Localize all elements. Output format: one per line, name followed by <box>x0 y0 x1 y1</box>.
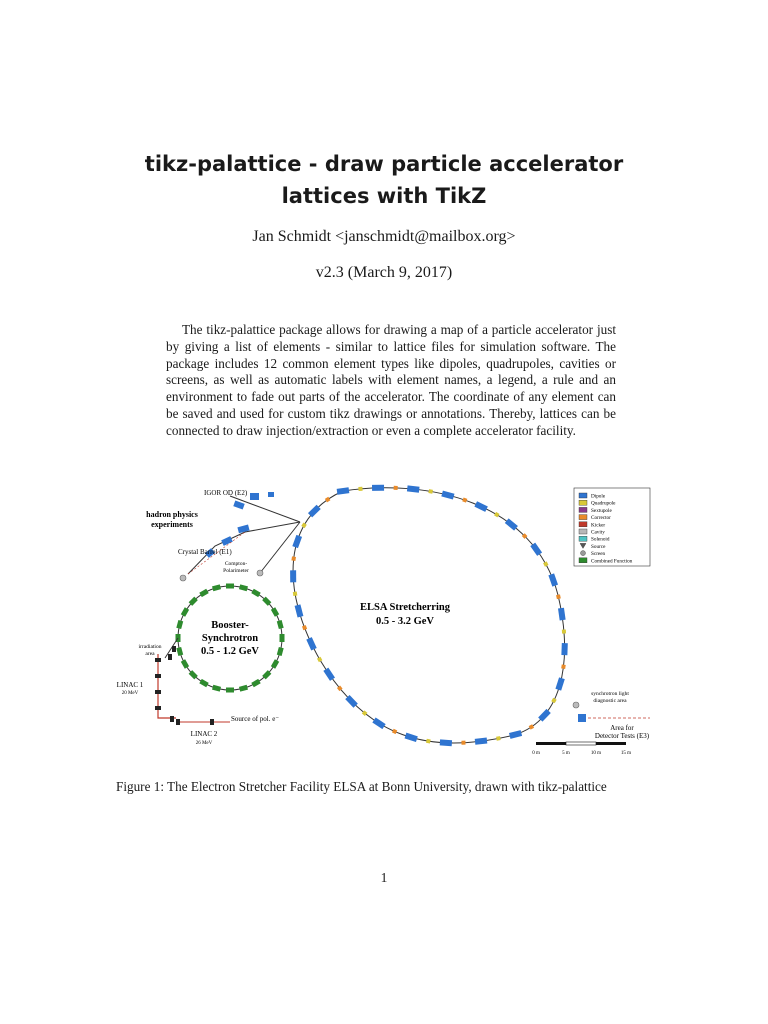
booster-combined-function-magnet <box>277 647 284 656</box>
booster-combined-function-magnet <box>176 647 183 656</box>
label-compton-1: Compton- <box>224 561 248 567</box>
elsa-dipole <box>323 668 335 681</box>
elsa-dipole <box>440 739 452 746</box>
booster-combined-function-magnet <box>199 679 208 687</box>
elsa-quadrupole <box>551 698 556 703</box>
elsa-dipole <box>290 570 296 582</box>
scale-seg-3 <box>596 742 626 745</box>
scale-label-10: 10 m <box>590 751 602 756</box>
label-area-1: Area for <box>610 724 634 732</box>
dipole-e2 <box>250 493 259 500</box>
label-igor: IGOR OD (E2) <box>204 489 248 497</box>
label-booster-2: Synchrotron <box>201 633 259 644</box>
elsa-dipole <box>405 733 418 742</box>
elsa-dipole <box>306 637 316 650</box>
figure-caption: Figure 1: The Electron Stretcher Facility ELSA at Bonn University, drawn with tikz-palattice <box>116 779 607 794</box>
elsa-quadrupole <box>556 594 561 599</box>
elsa-quadrupole <box>428 489 433 494</box>
elsa-quadrupole <box>462 497 467 502</box>
elsa-quadrupole <box>291 556 296 561</box>
booster-combined-function-magnet <box>277 620 284 629</box>
elsa-dipole <box>292 535 302 548</box>
accelerator-figure <box>110 478 660 768</box>
elsa-quadrupole <box>293 592 298 597</box>
scale-label-15: 15 m <box>620 751 632 756</box>
elsa-quadrupole <box>317 657 322 662</box>
compton-beamline <box>260 522 300 573</box>
page-number: 1 <box>380 870 388 885</box>
paper-title <box>0 148 768 212</box>
label-synchrotron-1: synchrotron light <box>591 691 629 697</box>
linac-el-3 <box>155 690 161 694</box>
booster-combined-function-magnet <box>239 584 248 591</box>
elsa-quadrupole <box>392 729 397 734</box>
crystal-barrel-detector <box>180 575 186 581</box>
label-crystal: Crystal Barrel (E1) <box>178 548 232 556</box>
label-synchrotron-2: diagnostic area <box>593 698 627 704</box>
legend-symbol <box>579 529 587 534</box>
linac-el-8 <box>168 654 172 660</box>
title-line-1: tikz-palattice - draw particle accelerator <box>144 152 624 176</box>
booster-combined-function-magnet <box>212 584 221 591</box>
e3-dipole <box>578 714 586 722</box>
linac-el-6 <box>176 719 180 725</box>
label-hadron-1: hadron physics <box>146 510 198 519</box>
label-hadron-2: experiments <box>151 520 193 529</box>
elsa-lattice-diagram <box>110 478 660 768</box>
label-linac1: LINAC 1 <box>116 681 144 689</box>
elsa-quadrupole <box>461 741 465 745</box>
legend-symbol <box>579 558 587 563</box>
elsa-dipole <box>372 485 384 491</box>
label-elsa-2: 0.5 - 3.2 GeV <box>375 616 435 627</box>
legend-label: Corrector <box>591 515 611 522</box>
elsa-dipole <box>295 604 304 617</box>
label-area-2: Detector Tests (E3) <box>594 732 650 740</box>
elsa-dipole <box>555 677 564 690</box>
elsa-dipole <box>475 738 488 745</box>
legend-symbol <box>579 515 587 520</box>
label-booster-3: 0.5 - 1.2 GeV <box>200 646 260 657</box>
legend-label: Dipole <box>591 493 606 500</box>
legend-label: Kicker <box>591 522 606 529</box>
legend-label: Solenoid <box>591 536 610 543</box>
elsa-dipole <box>407 485 420 492</box>
elsa-dipole <box>372 717 385 729</box>
dipole-e5 <box>221 536 233 546</box>
booster-combined-function-magnet <box>181 607 189 616</box>
booster-combined-function-magnet <box>212 685 221 692</box>
title-line-2: lattices with TikZ <box>281 184 487 208</box>
linac-el-2 <box>155 674 161 678</box>
dipole-e1 <box>233 500 244 509</box>
elsa-quadrupole <box>562 629 566 633</box>
label-linac1-energy: 20 MeV <box>121 691 139 696</box>
booster-combined-function-magnet <box>239 685 248 692</box>
booster-combined-function-magnet <box>251 679 260 687</box>
dipole-e3 <box>268 492 274 497</box>
elsa-quadrupole <box>494 512 500 518</box>
version-date: v2.3 (March 9, 2017) <box>315 264 453 281</box>
elsa-quadrupole <box>301 523 307 529</box>
elsa-dipole <box>509 730 522 739</box>
legend-symbol <box>579 536 587 541</box>
linac-el-5 <box>170 716 174 722</box>
legend <box>574 488 650 566</box>
linac-el-7 <box>210 719 214 725</box>
booster-combined-function-magnet <box>280 634 285 642</box>
booster-combined-function-magnet <box>176 620 183 629</box>
legend-label: Quadrupole <box>591 500 616 507</box>
elsa-dipole <box>474 501 487 512</box>
label-source: Source of pol. e⁻ <box>231 715 280 723</box>
elsa-quadrupole <box>426 739 431 744</box>
booster-combined-function-magnet <box>181 659 189 668</box>
elsa-dipole <box>561 643 567 655</box>
legend-label: Combined Function <box>591 558 633 565</box>
booster-combined-function-magnet <box>271 607 279 616</box>
scale-seg-2 <box>566 742 596 745</box>
linac-el-4 <box>155 706 161 710</box>
scale-rule <box>532 742 631 756</box>
booster-combined-function-magnet <box>226 584 234 589</box>
legend-symbol <box>581 551 586 556</box>
scale-label-5: 5 m <box>562 751 570 756</box>
linac-el-9 <box>172 646 176 652</box>
elsa-quadrupole <box>496 736 501 741</box>
legend-label: Sextupole <box>591 507 612 514</box>
linac-el-1 <box>155 658 161 662</box>
elsa-dipole <box>441 491 454 500</box>
legend-symbol <box>579 522 587 527</box>
legend-symbol <box>579 493 587 498</box>
label-compton-2: Polarimeter <box>223 568 249 574</box>
legend-label: Screen <box>591 551 606 558</box>
legend-label: Cavity <box>591 529 605 536</box>
label-linac2: LINAC 2 <box>190 730 218 738</box>
label-booster-1: Booster- <box>211 620 249 631</box>
booster-combined-function-magnet <box>226 688 234 693</box>
elsa-quadrupole <box>561 664 566 669</box>
scale-label-0: 0 m <box>532 751 540 756</box>
elsa-dipole <box>558 608 566 621</box>
elsa-dipole <box>548 573 558 586</box>
legend-label: Source <box>591 543 606 550</box>
igor-beamline <box>230 496 300 522</box>
booster-combined-function-magnet <box>199 589 208 597</box>
elsa-quadrupole <box>302 625 307 630</box>
label-irradiation-1: irradiation <box>138 644 162 650</box>
elsa-dipole <box>337 487 350 495</box>
elsa-quadrupole <box>325 497 331 503</box>
booster-combined-function-magnet <box>271 659 279 668</box>
scale-seg-1 <box>536 742 566 745</box>
legend-symbol <box>579 507 587 512</box>
elsa-quadrupole <box>543 561 548 566</box>
synchrotron-screen <box>573 702 579 708</box>
label-irradiation-2: area <box>145 651 155 657</box>
label-elsa-1: ELSA Stretcherring <box>360 602 450 613</box>
abstract-paragraph: The tikz-palattice package allows for drawing a map of a particle accelerator just by giving a list of elements - similar to lattice files for simulation software. The package includes 12 common element types like dipoles, quadrupoles, cavities or screens, as well as automatic labels with element names, a legend, a rule and an environment to fade out parts of the accelerator. The coordinate of any element can be saved and used for custom tikz drawings or annotations. Thereby, lattices can be connected to draw injection/extraction or even a complete accelerator facility. <box>166 322 616 438</box>
compton-detector <box>257 570 263 576</box>
booster-combined-function-magnet <box>251 589 260 597</box>
elsa-quadrupole <box>358 487 362 491</box>
author-line: Jan Schmidt <janschmidt@mailbox.org> <box>252 228 516 245</box>
label-linac2-energy: 26 MeV <box>195 741 213 746</box>
elsa-quadrupole <box>394 486 398 490</box>
legend-symbol <box>579 500 587 505</box>
